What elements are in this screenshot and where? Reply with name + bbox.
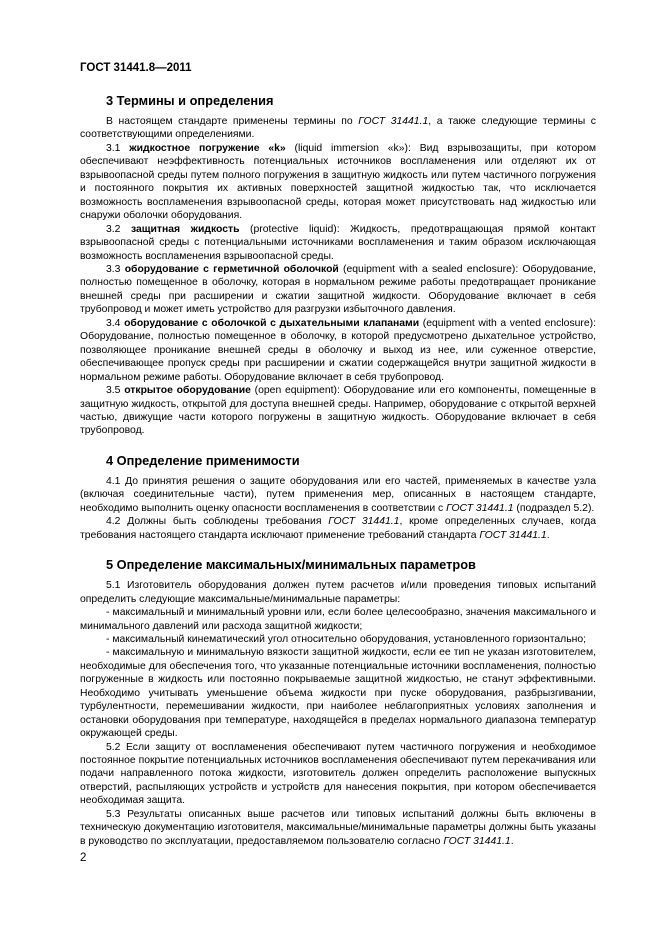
term-3-4: 3.4 оборудование с оболочкой с дыхательными клапанами (equipment with a vented enclosure): Оборудование, полностью помещенное в оболочку, в которой предусмотрено дыхательное устройство, позволяющее проникание внешней среды в оболочку и выход из нее, или суженное отверстие, обеспечивающее пропуск среды при расширении и сжатии содержащейся внутри защитной жидкости в нормальном режиме работы. Оборудование включает в себя трубопровод. — [80, 317, 596, 383]
clause-5-1-item-1: - максимальный и минимальный уровни или, если более целесообразно, значения максимального и минимального давлений или расхода защитной жидкости; — [80, 607, 596, 632]
section-3-intro: В настоящем стандарте применены термины по ГОСТ 31441.1, а также следующие термины с соответствующими определениями. — [80, 116, 597, 141]
clause-5-1-item-3: - максимальную и минимальную вязкости защитной жидкости, если ее тип не указан изготовителем, необходимые для обеспечения того, что указанные потенциальные источники воспламенения, полностью погруженные в жидкость или постоянно покрываемые защитной жидкостью, не станут эффективными. Необходимо учитывать уменьшение объема жидкости при пуске оборудования, разбрызгивании, турбулентности, перемешивании жидкости, при наиболее неблагоприятных условиях заполнения и остановки оборудования при температуре, находящейся в пределах нормального диапазона температур окружающей среды. — [80, 647, 596, 740]
page-content — [80, 93, 596, 863]
clause-5-1-item-2: - максимальный кинематический угол относительно оборудования, установленного горизонтально; — [106, 633, 587, 645]
clause-5-2: 5.2 Если защиту от воспламенения обеспечивают путем частичного погружения и необходимое постоянное покрытие потенциальных источников воспламенения обеспечивают путем перекачивания или подачи направленного потока жидкости, изготовитель должен определить расположение выпускных отверстий, распыляющих устройств и устройств для нанесения покрытия, при котором обеспечивается необходимая защита. — [80, 741, 596, 807]
section-3 — [80, 93, 596, 438]
term-3-3: 3.3 оборудование с герметичной оболочкой (equipment with a sealed enclosure): Оборудование, полностью помещенное в оболочку, которая в нормальном режиме работы предотвращает проникание внешней среды при расширении и сжатии защитной жидкости. Оборудование включает в себя трубопровод и может иметь устройство для разгрузки избыточного давления. — [80, 263, 596, 316]
clause-5-3: 5.3 Результаты описанных выше расчетов или типовых испытаний должны быть включены в техническую документацию изготовителя, максимальные/минимальные параметры должны быть указаны в руководство по эксплуатации, предоставляемом пользователю согласно ГОСТ 31441.1. — [80, 808, 596, 847]
section-4-title: 4 Определение применимости — [106, 452, 300, 468]
clause-4-2: 4.2 Должны быть соблюдены требования ГОСТ 31441.1, кроме определенных случаев, когда требования настоящего стандарта исключают применение требований стандарта ГОСТ 31441.1. — [80, 516, 596, 541]
section-5 — [80, 557, 596, 848]
document-header: ГОСТ 31441.8—2011 — [80, 62, 192, 74]
page-number: 2 — [80, 852, 87, 864]
term-3-1: 3.1 жидкостное погружение «k» (liquid immersion «k»): Вид взрывозащиты, при котором обеспечивают неэффективность потенциальных источников воспламенения или отделяют их от взрывоопасной среды путем полного погружения в защитную жидкость или путем частичного погружения и постоянного покрытия их активных поверхностей защитной жидкостью так, что исключается возможность воспламенения взрывоопасной среды, которая может присутствовать над жидкостью или снаружи оболочки оборудования. — [80, 142, 596, 222]
section-3-title: 3 Термины и определения — [106, 93, 274, 108]
section-4 — [80, 453, 596, 542]
section-5-title: 5 Определение максимальных/минимальных параметров — [106, 557, 476, 573]
term-3-5: 3.5 открытое оборудование (open equipment): Оборудование или его компоненты, помещенные в защитную жидкость, открытой для доступа внешней среды. Например, оборудование с открытой верхней частью, движущие части которого погружены в защитную жидкость. Оборудование включает в себя трубопровод. — [80, 385, 596, 437]
clause-5-1: 5.1 Изготовитель оборудования должен путем расчетов и/или проведения типовых испытаний определить следующие максимальные/минимальные параметры: — [80, 580, 596, 605]
term-3-2: 3.2 защитная жидкость (protective liquid): Жидкость, предотвращающая прямой контакт взрывоопасной среды с потенциальными источниками воспламенения и таким образом исключающая возможность воспламенения взрывоопасной среды. — [80, 223, 596, 262]
clause-4-1: 4.1 До принятия решения о защите оборудования или его частей, применяемых в качестве узла (включая соединительные части), путем применения мер, описанных в настоящем стандарте, необходимо выполнить оценку опасности воспламенения в соответствии с ГОСТ 31441.1 (подраздел 5.2). — [80, 475, 596, 514]
